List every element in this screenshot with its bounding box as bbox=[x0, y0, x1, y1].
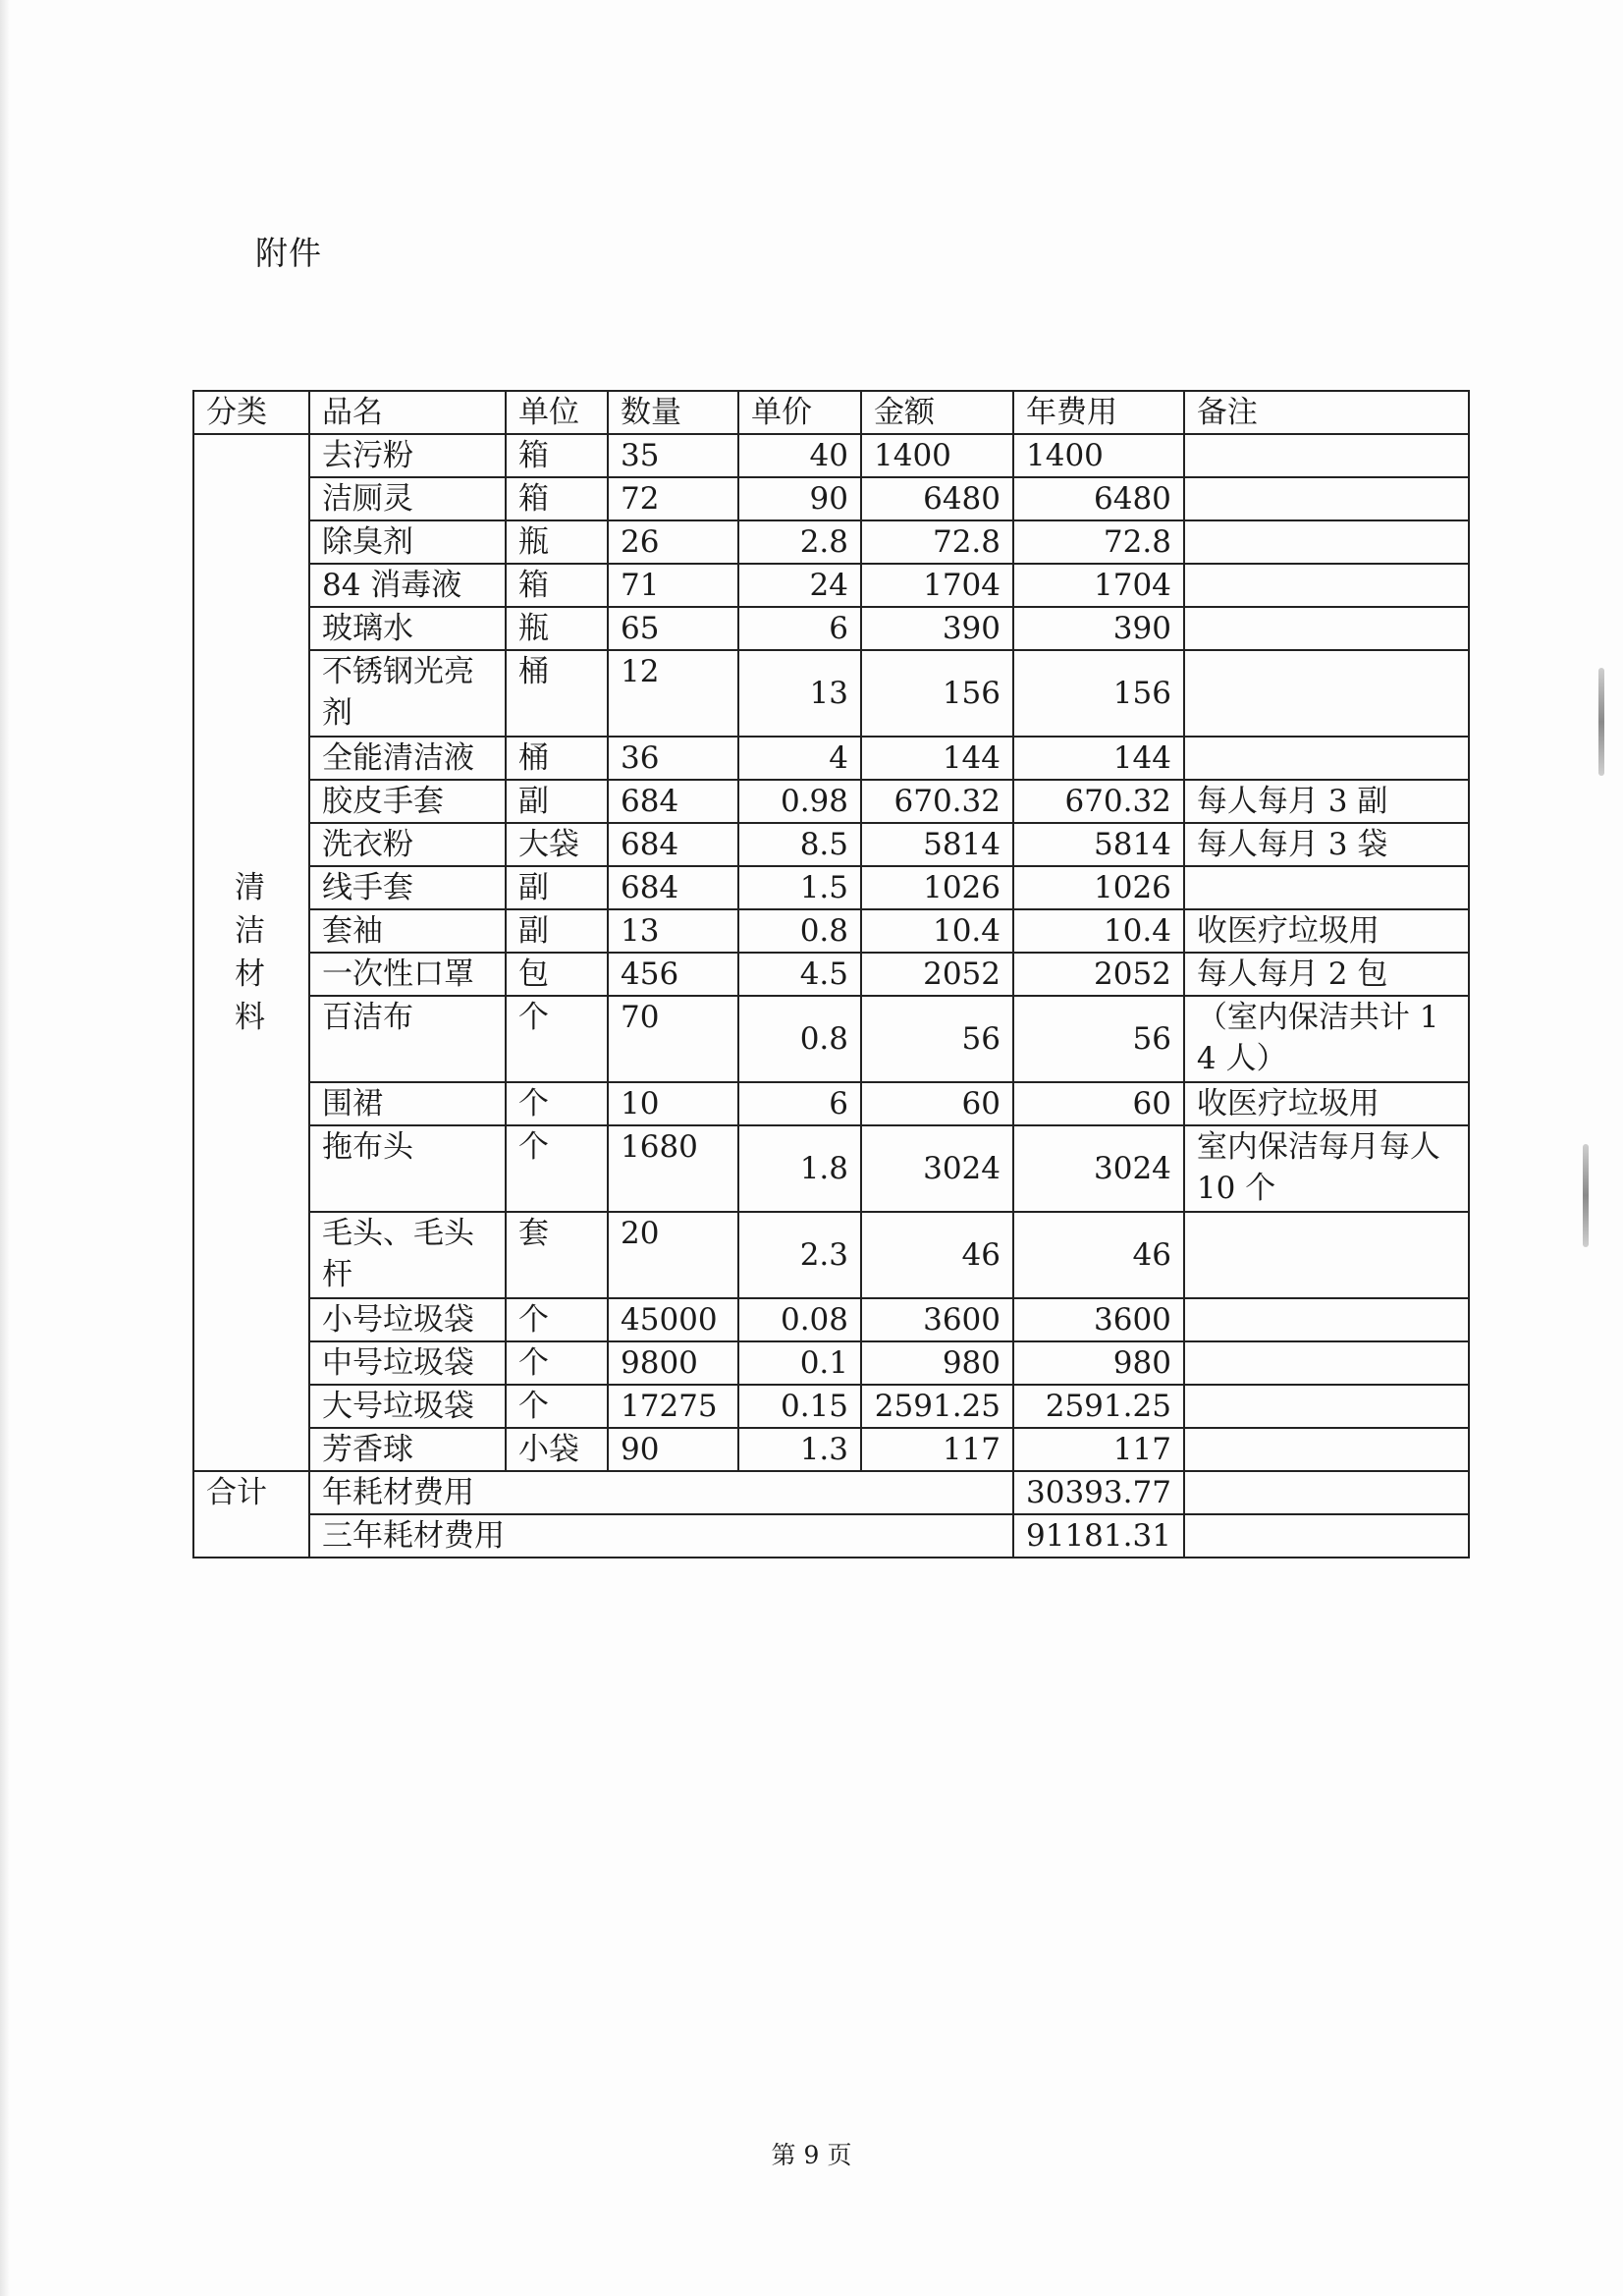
quantity-cell: 13 bbox=[608, 909, 738, 953]
amount-cell: 117 bbox=[861, 1428, 1013, 1471]
quantity-cell: 10 bbox=[608, 1082, 738, 1125]
item-name-cell: 小号垃圾袋 bbox=[309, 1298, 506, 1341]
annual-cost-cell: 1704 bbox=[1013, 564, 1184, 607]
annual-cost-cell: 3024 bbox=[1013, 1125, 1184, 1212]
unit-price-cell: 0.08 bbox=[738, 1298, 861, 1341]
annual-cost-cell: 46 bbox=[1013, 1212, 1184, 1298]
unit-cell: 箱 bbox=[506, 434, 608, 477]
item-name-cell: 套袖 bbox=[309, 909, 506, 953]
unit-cell: 桶 bbox=[506, 737, 608, 780]
page-edge bbox=[0, 0, 10, 2296]
note-cell bbox=[1184, 520, 1469, 564]
amount-cell: 3024 bbox=[861, 1125, 1013, 1212]
item-name-cell: 去污粉 bbox=[309, 434, 506, 477]
unit-price-cell: 0.1 bbox=[738, 1341, 861, 1385]
item-name-cell: 芳香球 bbox=[309, 1428, 506, 1471]
annual-cost-cell: 10.4 bbox=[1013, 909, 1184, 953]
quantity-cell: 35 bbox=[608, 434, 738, 477]
annual-cost-cell: 117 bbox=[1013, 1428, 1184, 1471]
note-cell: 室内保洁每月每人 10 个 bbox=[1184, 1125, 1469, 1212]
unit-cell: 瓶 bbox=[506, 520, 608, 564]
item-name-cell: 中号垃圾袋 bbox=[309, 1341, 506, 1385]
header-cell: 数量 bbox=[608, 391, 738, 434]
unit-price-cell: 4 bbox=[738, 737, 861, 780]
note-cell bbox=[1184, 1514, 1469, 1558]
amount-cell: 60 bbox=[861, 1082, 1013, 1125]
annual-cost-cell: 2591.25 bbox=[1013, 1385, 1184, 1428]
table-row bbox=[193, 737, 1469, 780]
note-cell bbox=[1184, 737, 1469, 780]
annual-total-value: 30393.77 bbox=[1013, 1471, 1184, 1514]
category-label: 清洁材料 bbox=[235, 870, 265, 1035]
header-cell: 备注 bbox=[1184, 391, 1469, 434]
amount-cell: 1026 bbox=[861, 866, 1013, 909]
scan-artifact bbox=[1598, 668, 1604, 776]
quantity-cell: 684 bbox=[608, 866, 738, 909]
unit-cell: 副 bbox=[506, 780, 608, 823]
note-cell bbox=[1184, 607, 1469, 650]
category-cell bbox=[193, 434, 309, 1471]
annual-cost-cell: 1400 bbox=[1013, 434, 1184, 477]
table-row bbox=[193, 520, 1469, 564]
note-cell bbox=[1184, 434, 1469, 477]
unit-cell: 个 bbox=[506, 1385, 608, 1428]
amount-cell: 144 bbox=[861, 737, 1013, 780]
quantity-cell: 12 bbox=[608, 650, 738, 737]
table-row bbox=[193, 434, 1469, 477]
note-cell bbox=[1184, 1212, 1469, 1298]
table-row bbox=[193, 607, 1469, 650]
cost-table bbox=[192, 390, 1470, 1558]
unit-cell: 箱 bbox=[506, 477, 608, 520]
unit-cell: 个 bbox=[506, 996, 608, 1082]
unit-cell: 桶 bbox=[506, 650, 608, 737]
table-row bbox=[193, 1428, 1469, 1471]
item-name-cell: 洗衣粉 bbox=[309, 823, 506, 866]
annual-cost-cell: 1026 bbox=[1013, 866, 1184, 909]
quantity-cell: 684 bbox=[608, 823, 738, 866]
item-name-cell: 不锈钢光亮剂 bbox=[309, 650, 506, 737]
quantity-cell: 45000 bbox=[608, 1298, 738, 1341]
quantity-cell: 456 bbox=[608, 953, 738, 996]
amount-cell: 6480 bbox=[861, 477, 1013, 520]
unit-price-cell: 6 bbox=[738, 1082, 861, 1125]
note-cell bbox=[1184, 1471, 1469, 1514]
unit-cell: 个 bbox=[506, 1082, 608, 1125]
amount-cell: 72.8 bbox=[861, 520, 1013, 564]
item-name-cell: 一次性口罩 bbox=[309, 953, 506, 996]
annual-cost-cell: 5814 bbox=[1013, 823, 1184, 866]
note-cell: 收医疗垃圾用 bbox=[1184, 1082, 1469, 1125]
unit-cell: 箱 bbox=[506, 564, 608, 607]
quantity-cell: 17275 bbox=[608, 1385, 738, 1428]
amount-cell: 1400 bbox=[861, 434, 1013, 477]
annual-cost-cell: 144 bbox=[1013, 737, 1184, 780]
unit-price-cell: 1.5 bbox=[738, 866, 861, 909]
item-name-cell: 洁厕灵 bbox=[309, 477, 506, 520]
header-cell: 金额 bbox=[861, 391, 1013, 434]
attachment-title: 附件 bbox=[255, 234, 322, 272]
page-number-value: 9 bbox=[803, 2141, 820, 2169]
item-name-cell: 拖布头 bbox=[309, 1125, 506, 1212]
table-row bbox=[193, 823, 1469, 866]
item-name-cell: 大号垃圾袋 bbox=[309, 1385, 506, 1428]
note-cell bbox=[1184, 477, 1469, 520]
table-row bbox=[193, 1125, 1469, 1212]
annual-cost-cell: 6480 bbox=[1013, 477, 1184, 520]
annual-cost-cell: 3600 bbox=[1013, 1298, 1184, 1341]
quantity-cell: 65 bbox=[608, 607, 738, 650]
unit-price-cell: 2.3 bbox=[738, 1212, 861, 1298]
item-name-cell: 玻璃水 bbox=[309, 607, 506, 650]
unit-price-cell: 1.3 bbox=[738, 1428, 861, 1471]
quantity-cell: 71 bbox=[608, 564, 738, 607]
table-row bbox=[193, 1212, 1469, 1298]
unit-price-cell: 1.8 bbox=[738, 1125, 861, 1212]
page-number-prefix: 第 bbox=[771, 2141, 796, 2169]
table-row bbox=[193, 953, 1469, 996]
annual-cost-cell: 390 bbox=[1013, 607, 1184, 650]
quantity-cell: 20 bbox=[608, 1212, 738, 1298]
note-cell bbox=[1184, 1428, 1469, 1471]
quantity-cell: 9800 bbox=[608, 1341, 738, 1385]
three-year-total-value: 91181.31 bbox=[1013, 1514, 1184, 1558]
total-label: 合计 bbox=[193, 1471, 309, 1558]
header-cell: 年费用 bbox=[1013, 391, 1184, 434]
table-row bbox=[193, 1385, 1469, 1428]
table-row bbox=[193, 780, 1469, 823]
unit-cell: 个 bbox=[506, 1125, 608, 1212]
unit-cell: 大袋 bbox=[506, 823, 608, 866]
unit-price-cell: 0.8 bbox=[738, 909, 861, 953]
unit-price-cell: 8.5 bbox=[738, 823, 861, 866]
amount-cell: 670.32 bbox=[861, 780, 1013, 823]
unit-cell: 个 bbox=[506, 1341, 608, 1385]
header-cell: 分类 bbox=[193, 391, 309, 434]
amount-cell: 10.4 bbox=[861, 909, 1013, 953]
item-name-cell: 胶皮手套 bbox=[309, 780, 506, 823]
amount-cell: 156 bbox=[861, 650, 1013, 737]
page-number-suffix: 页 bbox=[827, 2141, 852, 2169]
unit-cell: 包 bbox=[506, 953, 608, 996]
scan-artifact bbox=[1583, 1144, 1589, 1247]
table-row bbox=[193, 564, 1469, 607]
quantity-cell: 26 bbox=[608, 520, 738, 564]
header-cell: 品名 bbox=[309, 391, 506, 434]
quantity-cell: 36 bbox=[608, 737, 738, 780]
note-cell: 每人每月 3 袋 bbox=[1184, 823, 1469, 866]
item-name-cell: 百洁布 bbox=[309, 996, 506, 1082]
quantity-cell: 70 bbox=[608, 996, 738, 1082]
quantity-cell: 684 bbox=[608, 780, 738, 823]
unit-cell: 套 bbox=[506, 1212, 608, 1298]
note-cell: 收医疗垃圾用 bbox=[1184, 909, 1469, 953]
table-row bbox=[193, 1341, 1469, 1385]
unit-cell: 瓶 bbox=[506, 607, 608, 650]
total-row-annual bbox=[193, 1471, 1469, 1514]
note-cell: （室内保洁共计 14 人） bbox=[1184, 996, 1469, 1082]
note-cell bbox=[1184, 650, 1469, 737]
item-name-cell: 除臭剂 bbox=[309, 520, 506, 564]
note-cell bbox=[1184, 1341, 1469, 1385]
unit-price-cell: 4.5 bbox=[738, 953, 861, 996]
unit-price-cell: 0.8 bbox=[738, 996, 861, 1082]
item-name-cell: 毛头、毛头杆 bbox=[309, 1212, 506, 1298]
header-row bbox=[193, 391, 1469, 434]
amount-cell: 980 bbox=[861, 1341, 1013, 1385]
unit-cell: 小袋 bbox=[506, 1428, 608, 1471]
three-year-total-label: 三年耗材费用 bbox=[309, 1514, 1013, 1558]
unit-price-cell: 13 bbox=[738, 650, 861, 737]
amount-cell: 1704 bbox=[861, 564, 1013, 607]
unit-price-cell: 0.98 bbox=[738, 780, 861, 823]
unit-cell: 个 bbox=[506, 1298, 608, 1341]
note-cell: 每人每月 2 包 bbox=[1184, 953, 1469, 996]
annual-cost-cell: 60 bbox=[1013, 1082, 1184, 1125]
note-cell: 每人每月 3 副 bbox=[1184, 780, 1469, 823]
table-row bbox=[193, 1082, 1469, 1125]
unit-price-cell: 6 bbox=[738, 607, 861, 650]
quantity-cell: 72 bbox=[608, 477, 738, 520]
table-row bbox=[193, 477, 1469, 520]
total-row-three-year bbox=[193, 1514, 1469, 1558]
annual-cost-cell: 980 bbox=[1013, 1341, 1184, 1385]
quantity-cell: 1680 bbox=[608, 1125, 738, 1212]
unit-price-cell: 24 bbox=[738, 564, 861, 607]
unit-cell: 副 bbox=[506, 866, 608, 909]
amount-cell: 390 bbox=[861, 607, 1013, 650]
item-name-cell: 全能清洁液 bbox=[309, 737, 506, 780]
amount-cell: 2591.25 bbox=[861, 1385, 1013, 1428]
annual-cost-cell: 72.8 bbox=[1013, 520, 1184, 564]
table-row bbox=[193, 909, 1469, 953]
note-cell bbox=[1184, 1385, 1469, 1428]
annual-cost-cell: 2052 bbox=[1013, 953, 1184, 996]
table-row bbox=[193, 996, 1469, 1082]
unit-price-cell: 2.8 bbox=[738, 520, 861, 564]
unit-cell: 副 bbox=[506, 909, 608, 953]
item-name-cell: 线手套 bbox=[309, 866, 506, 909]
annual-cost-cell: 156 bbox=[1013, 650, 1184, 737]
note-cell bbox=[1184, 866, 1469, 909]
table-row bbox=[193, 866, 1469, 909]
page-number bbox=[0, 2136, 1623, 2171]
table-row bbox=[193, 1298, 1469, 1341]
header-cell: 单位 bbox=[506, 391, 608, 434]
quantity-cell: 90 bbox=[608, 1428, 738, 1471]
note-cell bbox=[1184, 1298, 1469, 1341]
header-cell: 单价 bbox=[738, 391, 861, 434]
annual-cost-cell: 56 bbox=[1013, 996, 1184, 1082]
item-name-cell: 84 消毒液 bbox=[309, 564, 506, 607]
item-name-cell: 围裙 bbox=[309, 1082, 506, 1125]
amount-cell: 5814 bbox=[861, 823, 1013, 866]
unit-price-cell: 40 bbox=[738, 434, 861, 477]
table-row bbox=[193, 650, 1469, 737]
annual-total-label: 年耗材费用 bbox=[309, 1471, 1013, 1514]
unit-price-cell: 0.15 bbox=[738, 1385, 861, 1428]
amount-cell: 3600 bbox=[861, 1298, 1013, 1341]
amount-cell: 46 bbox=[861, 1212, 1013, 1298]
note-cell bbox=[1184, 564, 1469, 607]
unit-price-cell: 90 bbox=[738, 477, 861, 520]
amount-cell: 56 bbox=[861, 996, 1013, 1082]
annual-cost-cell: 670.32 bbox=[1013, 780, 1184, 823]
amount-cell: 2052 bbox=[861, 953, 1013, 996]
